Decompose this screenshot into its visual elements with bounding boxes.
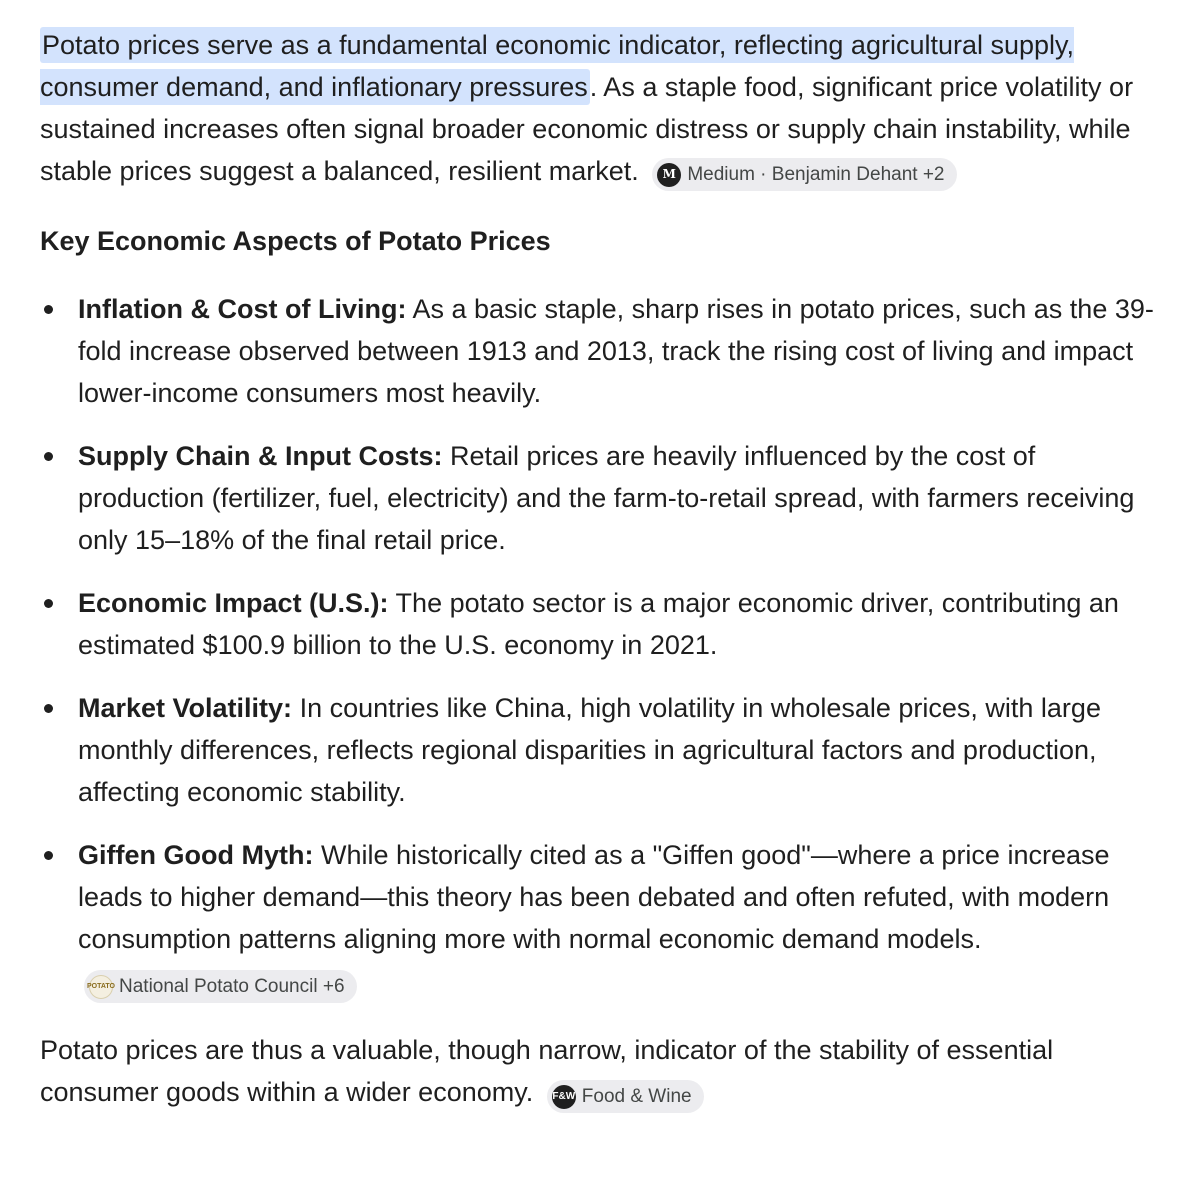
item-term: Supply Chain & Input Costs: (78, 441, 443, 471)
list-item (40, 687, 1160, 813)
item-text: In countries like China, high volatility in wholesale prices, with large monthly differences, reflects regional disparities in agricultural factors and production, affecting economic stability. (78, 693, 1101, 807)
bullet-icon (44, 704, 53, 713)
list-item (40, 582, 1160, 666)
aspects-list (40, 288, 1160, 1003)
item-term: Inflation & Cost of Living: (78, 294, 407, 324)
food-and-wine-logo-icon: F&W (552, 1085, 576, 1109)
section-heading: Key Economic Aspects of Potato Prices (40, 226, 551, 256)
item-term: Giffen Good Myth: (78, 840, 314, 870)
citation-chip-food-and-wine[interactable] (547, 1080, 704, 1113)
closing-paragraph (40, 1029, 1160, 1113)
bullet-icon (44, 851, 53, 860)
item-term: Market Volatility: (78, 693, 293, 723)
list-item (40, 288, 1160, 414)
highlighted-sentence[interactable]: Potato prices serve as a fundamental economic indicator, reflecting agricultural supply, consumer demand, and inflationary pressures (40, 27, 1074, 105)
national-potato-council-logo-icon: POTATO (89, 975, 113, 999)
item-text: The potato sector is a major economic driver, contributing an estimated $100.9 billion to the U.S. economy in 2021. (78, 588, 1119, 660)
bullet-icon (44, 305, 53, 314)
bullet-icon (44, 452, 53, 461)
citation-chip-national-potato-council[interactable] (84, 970, 357, 1003)
list-item (40, 435, 1160, 561)
item-term: Economic Impact (U.S.): (78, 588, 389, 618)
bullet-icon (44, 599, 53, 608)
list-item (40, 834, 1160, 1003)
item-text: As a basic staple, sharp rises in potato prices, such as the 39-fold increase observed between 1913 and 2013, track the rising cost of living and impact lower-income consumers most heavily. (78, 294, 1154, 408)
citation-label: Food & Wine (581, 1086, 692, 1107)
medium-logo-icon: M (657, 163, 681, 187)
item-text: While historically cited as a "Giffen good"—where a price increase leads to higher demand—this theory has been debated and often refuted, with modern consumption patterns aligning more with normal economic demand models. (78, 840, 1110, 954)
intro-paragraph (40, 24, 1160, 192)
citation-chip-medium[interactable] (652, 158, 956, 191)
intro-rest: . As a staple food, significant price volatility or sustained increases often signal broader economic distress or supply chain instability, while stable prices suggest a balanced, resilient market. (40, 72, 1134, 186)
citation-label: National Potato Council +6 (119, 976, 345, 997)
item-text: Retail prices are heavily influenced by the cost of production (fertilizer, fuel, electricity) and the farm-to-retail spread, with farmers receiving only 15–18% of the final retail price. (78, 441, 1135, 555)
closing-text: Potato prices are thus a valuable, though narrow, indicator of the stability of essential consumer goods within a wider economy. (40, 1035, 1054, 1107)
citation-label: Medium · Benjamin Dehant +2 (687, 164, 945, 185)
